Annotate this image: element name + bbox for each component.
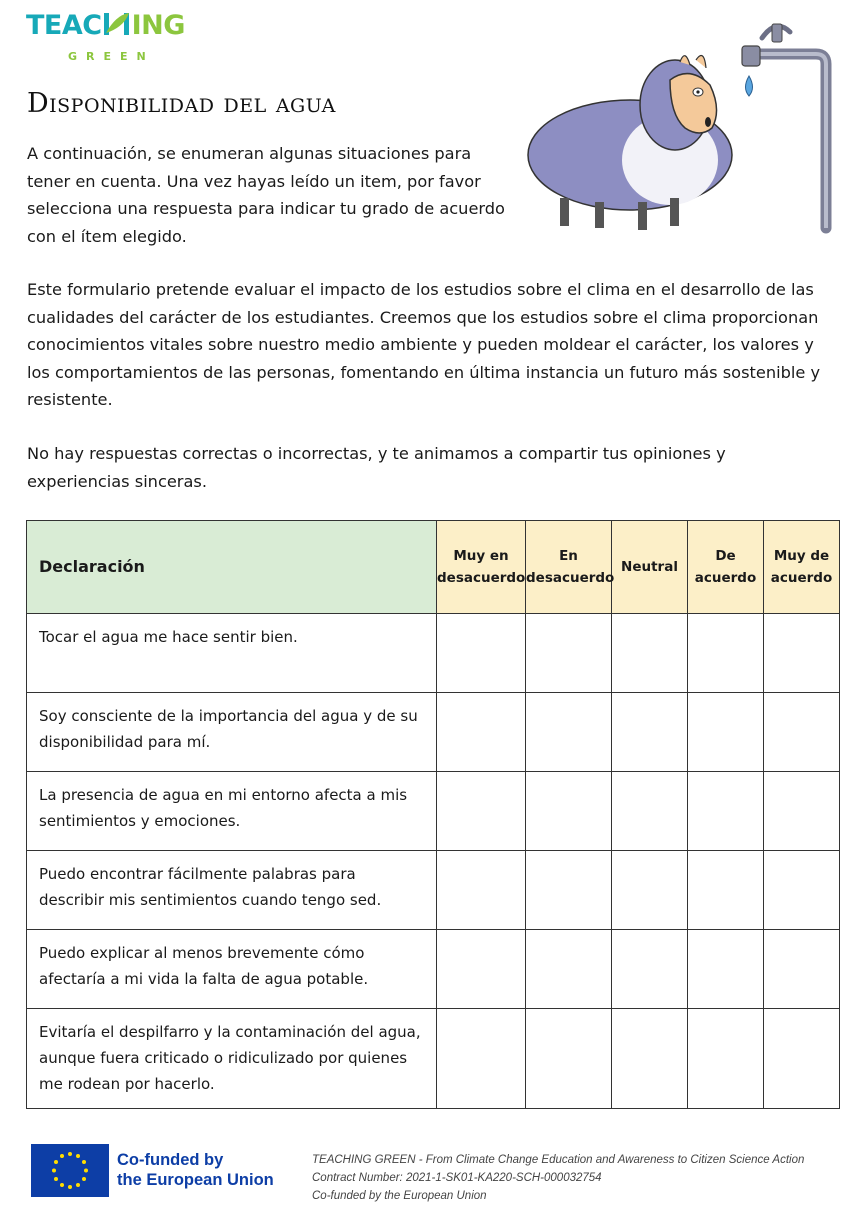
answer-cell-disagree[interactable]	[526, 772, 612, 851]
statement-cell: Evitaría el despilfarro y la contaminación del agua, aunque fuera criticado o ridiculizado por quienes me rodean por hacerlo.	[27, 1009, 437, 1109]
leaf-h-icon	[102, 11, 132, 37]
answer-cell-neutral[interactable]	[612, 930, 688, 1009]
table-header-row	[27, 521, 840, 614]
table-row	[27, 693, 840, 772]
statement-cell: Puedo explicar al menos brevemente cómo afectaría a mi vida la falta de agua potable.	[27, 930, 437, 1009]
answer-cell-strongly-disagree[interactable]	[437, 772, 526, 851]
answer-cell-agree[interactable]	[688, 614, 764, 693]
statement-cell: La presencia de agua en mi entorno afecta a mis sentimientos y emociones.	[27, 772, 437, 851]
eu-flag-icon	[31, 1144, 109, 1197]
answer-cell-strongly-disagree[interactable]	[437, 614, 526, 693]
logo-wordmark: TEAC ING	[26, 10, 185, 41]
cofunded-line: Co-funded by the European Union	[312, 1190, 487, 1202]
option-header-disagree: En desacuerdo	[526, 521, 612, 614]
answer-cell-strongly-disagree[interactable]	[437, 930, 526, 1009]
statement-cell: Tocar el agua me hace sentir bien.	[27, 614, 437, 693]
project-info	[312, 1151, 804, 1205]
option-header-neutral: Neutral	[612, 521, 688, 614]
answer-cell-strongly-agree[interactable]	[764, 1009, 840, 1109]
answer-cell-disagree[interactable]	[526, 930, 612, 1009]
purpose-paragraph: Este formulario pretende evaluar el impacto de los estudios sobre el clima en el desarrollo de las cualidades del carácter de los estudiantes. Creemos que los estudios sobre el clima proporcionan conocimientos vitales sobre nuestro medio ambiente y pueden moldear el carácter, los valores y los comportamientos de las personas, fomentando en última instancia un futuro más sostenible y resistente.	[27, 280, 821, 409]
answer-cell-agree[interactable]	[688, 930, 764, 1009]
teaching-green-logo	[26, 10, 226, 66]
logo-subtitle: GREEN	[68, 50, 155, 63]
project-title-line: TEACHING GREEN - From Climate Change Education and Awareness to Citizen Science Action	[312, 1154, 805, 1166]
survey-table	[26, 520, 840, 1109]
answer-cell-agree[interactable]	[688, 693, 764, 772]
intro-paragraph: A continuación, se enumeran algunas situaciones para tener en cuenta. Una vez hayas leído un item, por favor selecciona una respuesta para indicar tu grado de acuerdo con el ítem elegido.	[27, 144, 505, 246]
answer-cell-disagree[interactable]	[526, 614, 612, 693]
option-header-agree: De acuerdo	[688, 521, 764, 614]
answer-cell-agree[interactable]	[688, 772, 764, 851]
answer-cell-strongly-disagree[interactable]	[437, 851, 526, 930]
statement-column-header: Declaración	[27, 521, 437, 614]
answer-cell-strongly-agree[interactable]	[764, 614, 840, 693]
answer-cell-strongly-disagree[interactable]	[437, 693, 526, 772]
answer-cell-neutral[interactable]	[612, 851, 688, 930]
statement-cell: Puedo encontrar fácilmente palabras para describir mis sentimientos cuando tengo sed.	[27, 851, 437, 930]
answer-cell-disagree[interactable]	[526, 693, 612, 772]
honesty-paragraph: No hay respuestas correctas o incorrectas, y te animamos a compartir tus opiniones y experiencias sinceras.	[27, 444, 726, 491]
answer-cell-neutral[interactable]	[612, 693, 688, 772]
option-header-strongly-disagree: Muy en desacuerdo	[437, 521, 526, 614]
statement-cell: Soy consciente de la importancia del agua y de su disponibilidad para mí.	[27, 693, 437, 772]
table-row	[27, 930, 840, 1009]
answer-cell-strongly-disagree[interactable]	[437, 1009, 526, 1109]
water-tap-icon	[742, 24, 826, 228]
option-header-strongly-agree: Muy de acuerdo	[764, 521, 840, 614]
sheep-and-tap-illustration	[520, 10, 840, 240]
answer-cell-disagree[interactable]	[526, 1009, 612, 1109]
sheep-icon	[528, 56, 732, 231]
answer-cell-neutral[interactable]	[612, 614, 688, 693]
answer-cell-agree[interactable]	[688, 1009, 764, 1109]
table-row	[27, 614, 840, 693]
answer-cell-strongly-agree[interactable]	[764, 851, 840, 930]
answer-cell-agree[interactable]	[688, 851, 764, 930]
answer-cell-strongly-agree[interactable]	[764, 693, 840, 772]
answer-cell-disagree[interactable]	[526, 851, 612, 930]
eu-cofunded-label: Co-funded by the European Union	[117, 1151, 274, 1189]
answer-cell-neutral[interactable]	[612, 772, 688, 851]
page-footer	[0, 1140, 864, 1207]
answer-cell-strongly-agree[interactable]	[764, 930, 840, 1009]
table-row	[27, 772, 840, 851]
page-title: Disponibilidad del agua	[27, 88, 336, 119]
answer-cell-strongly-agree[interactable]	[764, 772, 840, 851]
answer-cell-neutral[interactable]	[612, 1009, 688, 1109]
contract-number-line: Contract Number: 2021-1-SK01-KA220-SCH-000032754	[312, 1172, 602, 1184]
table-row	[27, 851, 840, 930]
table-row	[27, 1009, 840, 1109]
